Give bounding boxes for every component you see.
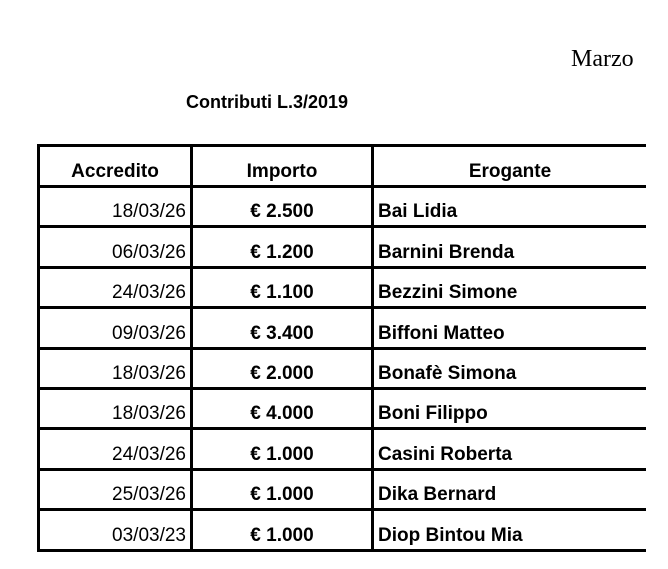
table-row (39, 469, 647, 509)
contributions-table-container (37, 144, 646, 569)
donor-cell: Boni Filippo (373, 388, 647, 428)
contributions-table (37, 144, 646, 552)
amount-cell: € 1.200 (192, 227, 373, 267)
column-header-importo: Importo (192, 146, 373, 187)
table-row (39, 267, 647, 307)
donor-cell: Bai Lidia (373, 187, 647, 227)
amount-cell: € 2.000 (192, 348, 373, 388)
donor-cell: Casini Roberta (373, 429, 647, 469)
donor-cell: Bonafè Simona (373, 348, 647, 388)
month-label: Marzo (571, 46, 634, 72)
table-row (39, 187, 647, 227)
column-header-erogante: Erogante (373, 146, 647, 187)
donor-cell: Biffoni Matteo (373, 308, 647, 348)
date-cell: 18/03/26 (39, 348, 192, 388)
table-row (39, 227, 647, 267)
table-row (39, 348, 647, 388)
date-cell: 24/03/26 (39, 429, 192, 469)
date-cell: 03/03/23 (39, 510, 192, 550)
donor-cell: Barnini Brenda (373, 227, 647, 267)
date-cell: 24/03/26 (39, 267, 192, 307)
table-row (39, 388, 647, 428)
amount-cell: € 4.000 (192, 388, 373, 428)
donor-cell: Diop Bintou Mia (373, 510, 647, 550)
amount-cell: € 2.500 (192, 187, 373, 227)
table-row (39, 308, 647, 348)
document-title: Contributi L.3/2019 (186, 92, 349, 112)
date-cell: 09/03/26 (39, 308, 192, 348)
donor-cell: Dika Bernard (373, 469, 647, 509)
column-header-accredito: Accredito (39, 146, 192, 187)
date-cell: 18/03/26 (39, 187, 192, 227)
amount-cell: € 1.000 (192, 429, 373, 469)
amount-cell: € 1.000 (192, 510, 373, 550)
table-row (39, 429, 647, 469)
amount-cell: € 3.400 (192, 308, 373, 348)
table-header-row (39, 146, 647, 187)
date-cell: 06/03/26 (39, 227, 192, 267)
amount-cell: € 1.000 (192, 469, 373, 509)
donor-cell: Bezzini Simone (373, 267, 647, 307)
date-cell: 25/03/26 (39, 469, 192, 509)
table-row (39, 510, 647, 550)
amount-cell: € 1.100 (192, 267, 373, 307)
date-cell: 18/03/26 (39, 388, 192, 428)
